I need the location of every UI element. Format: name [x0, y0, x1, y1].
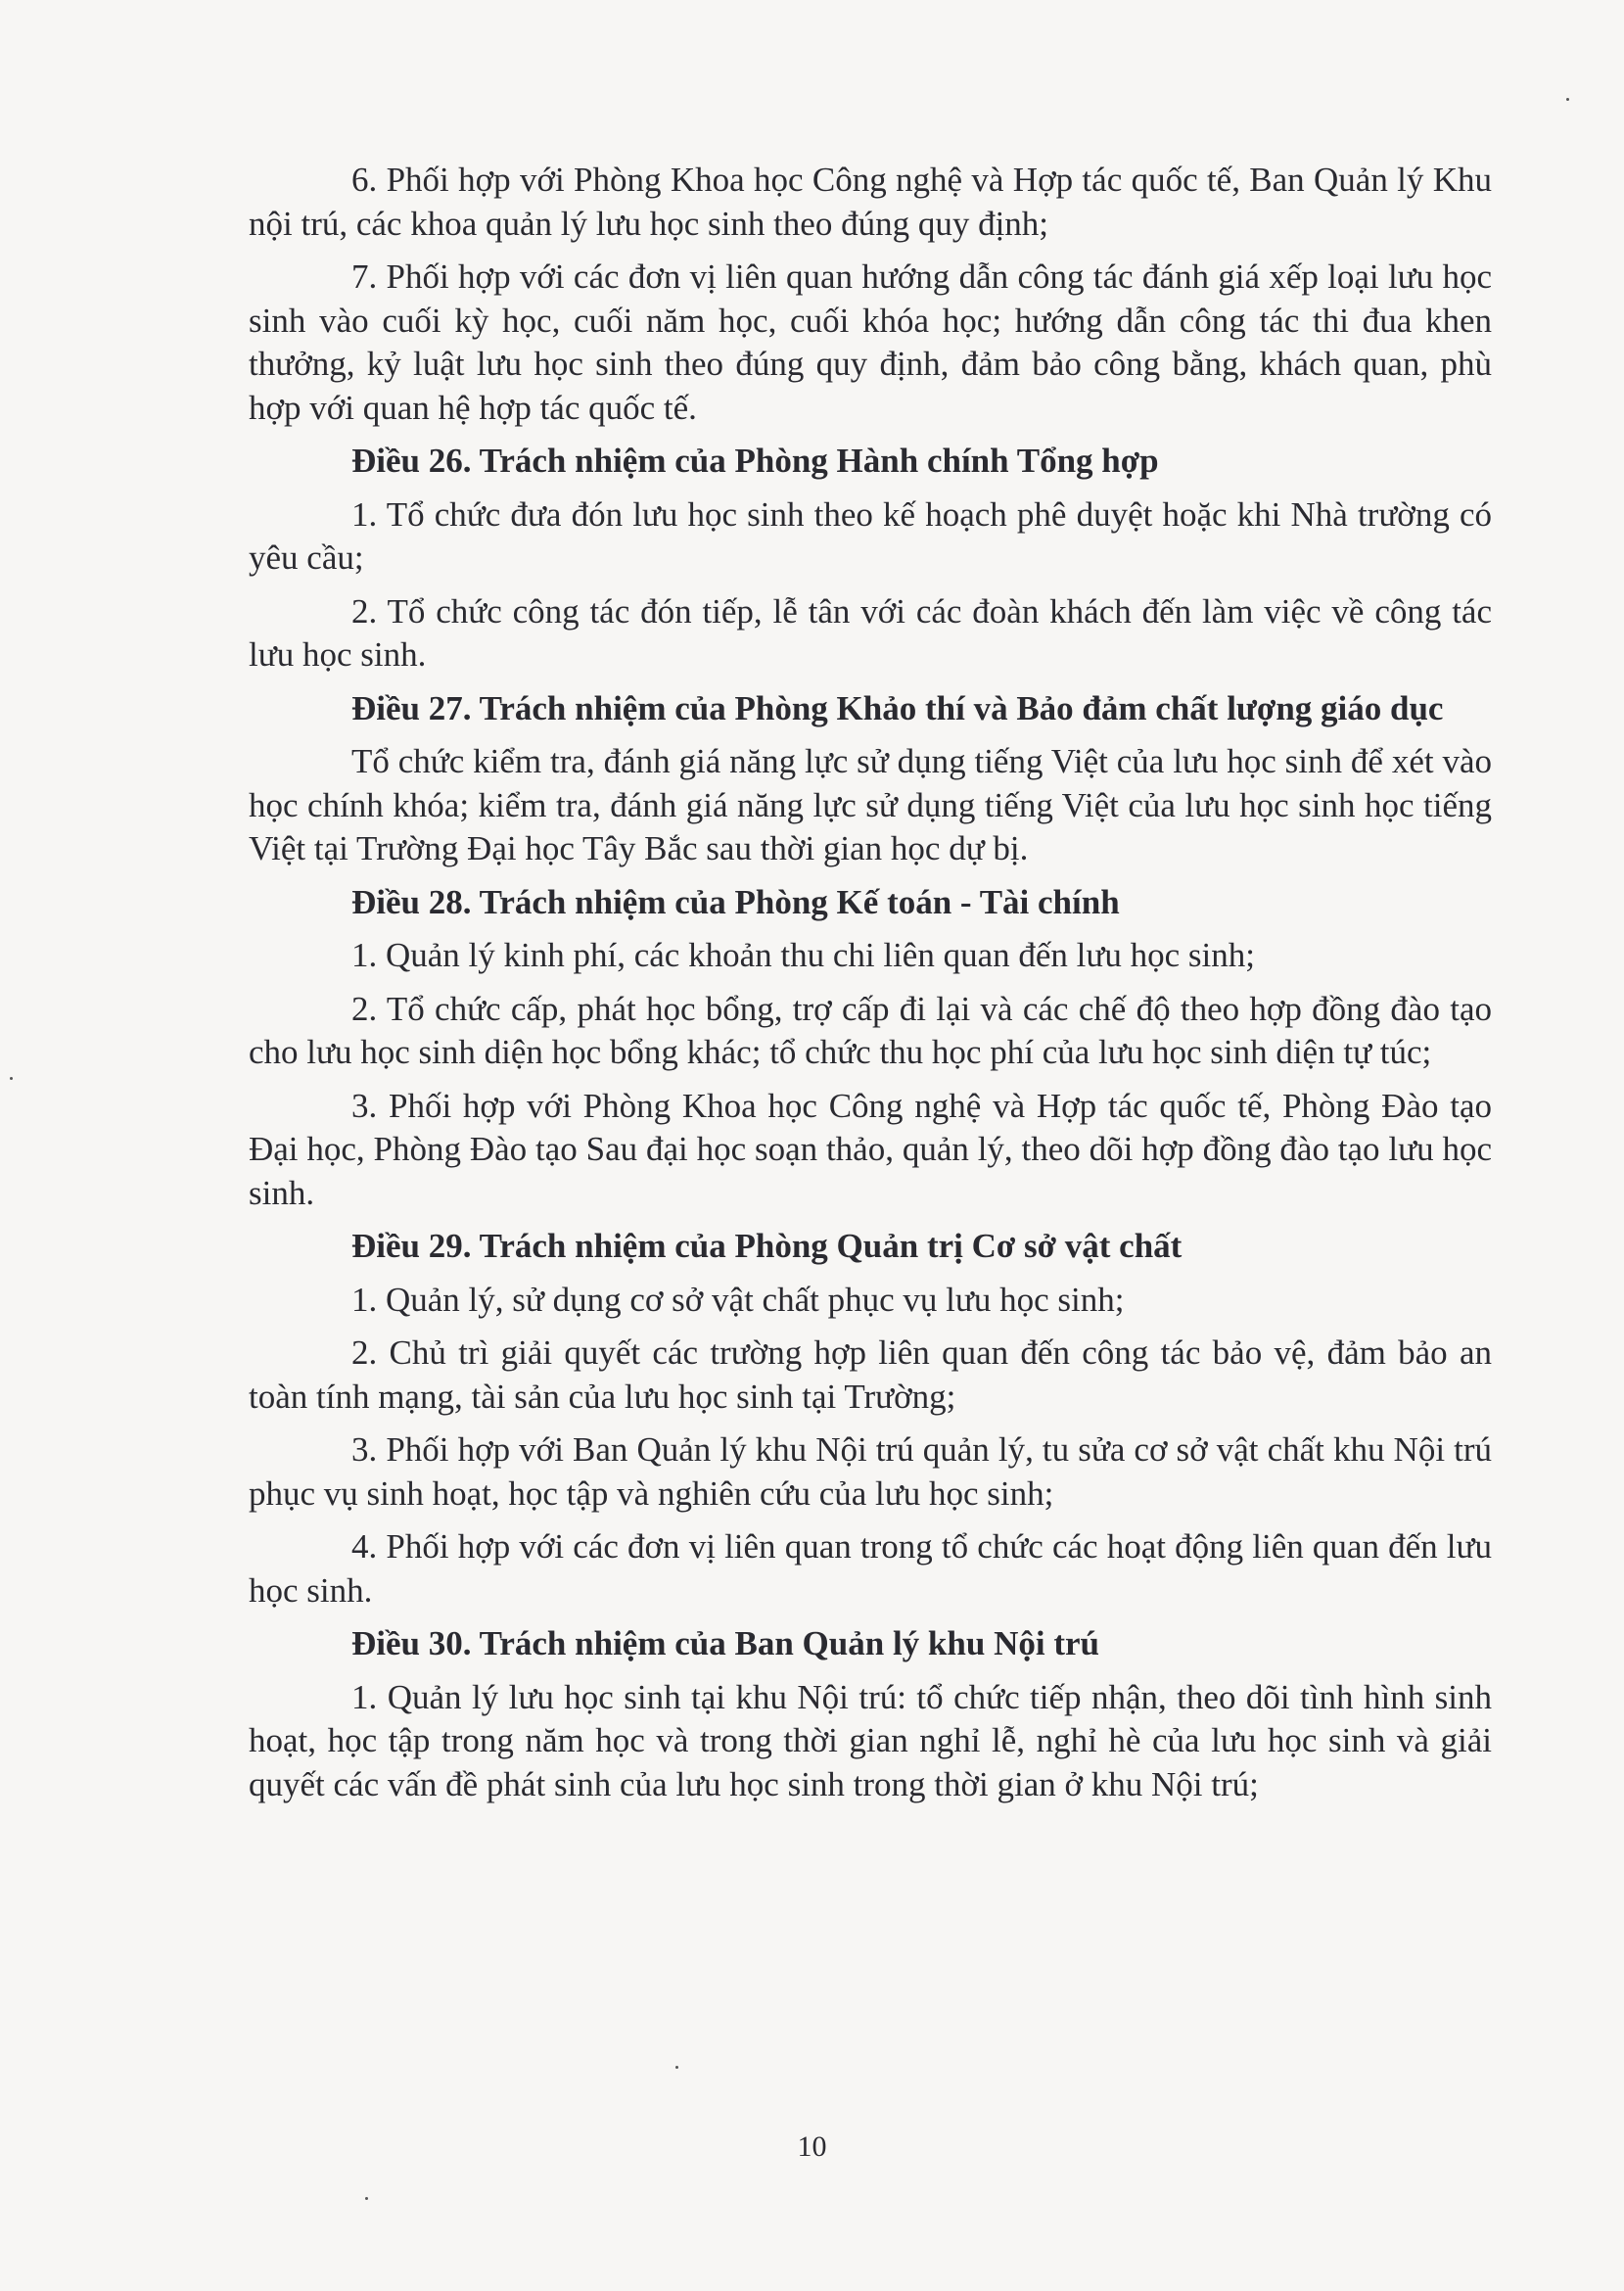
- article-26-item-2: 2. Tổ chức công tác đón tiếp, lễ tân với các đoàn khách đến làm việc về công tác lưu học sinh.: [249, 591, 1492, 674]
- article-29-item-3: 3. Phối hợp với Ban Quản lý khu Nội trú quản lý, tu sửa cơ sở vật chất khu Nội trú phục vụ sinh hoạt, học tập và nghiên cứu của lưu học sinh;: [249, 1430, 1492, 1513]
- article-29-heading: Điều 29. Trách nhiệm của Phòng Quản trị Cơ sở vật chất: [351, 1227, 1183, 1265]
- paragraph-6-coordination: 6. Phối hợp với Phòng Khoa học Công nghệ và Hợp tác quốc tế, Ban Quản lý Khu nội trú, các khoa quản lý lưu học sinh theo đúng quy định;: [249, 161, 1492, 243]
- scan-speck: [1566, 98, 1569, 101]
- article-27-body: Tổ chức kiểm tra, đánh giá năng lực sử dụng tiếng Việt của lưu học sinh để xét vào học chính khóa; kiểm tra, đánh giá năng lực sử dụng tiếng Việt của lưu học sinh học tiếng Việt tại Trường Đại học Tây Bắc sau thời gian học dự bị.: [249, 742, 1492, 867]
- scan-speck: [10, 1077, 13, 1080]
- article-29-item-2: 2. Chủ trì giải quyết các trường hợp liên quan đến công tác bảo vệ, đảm bảo an toàn tính mạng, tài sản của lưu học sinh tại Trường;: [249, 1333, 1492, 1416]
- article-28-item-3: 3. Phối hợp với Phòng Khoa học Công nghệ và Hợp tác quốc tế, Phòng Đào tạo Đại học, Phòng Đào tạo Sau đại học soạn thảo, quản lý, theo dõi hợp đồng đào tạo lưu học sinh.: [249, 1086, 1492, 1212]
- article-29-item-4: 4. Phối hợp với các đơn vị liên quan trong tổ chức các hoạt động liên quan đến lưu học sinh.: [249, 1527, 1492, 1610]
- document-page: [249, 159, 1492, 1816]
- article-26-item-1: 1. Tổ chức đưa đón lưu học sinh theo kế hoạch phê duyệt hoặc khi Nhà trường có yêu cầu;: [249, 494, 1492, 577]
- page-number: 10: [797, 2130, 827, 2163]
- article-27-heading: Điều 27. Trách nhiệm của Phòng Khảo thí và Bảo đảm chất lượng giáo dục: [351, 688, 1444, 727]
- article-28-item-2: 2. Tổ chức cấp, phát học bổng, trợ cấp đi lại và các chế độ theo hợp đồng đào tạo cho lưu học sinh diện học bổng khác; tổ chức thu học phí của lưu học sinh diện tự túc;: [249, 989, 1492, 1071]
- article-30-heading: Điều 30. Trách nhiệm của Ban Quản lý khu Nội trú: [351, 1624, 1099, 1662]
- paragraph-7-evaluation: 7. Phối hợp với các đơn vị liên quan hướng dẫn công tác đánh giá xếp loại lưu học sinh vào cuối kỳ học, cuối năm học, cuối khóa học; hướng dẫn công tác thi đua khen thưởng, kỷ luật lưu học sinh theo đúng quy định, đảm bảo công bằng, khách quan, phù hợp với quan hệ hợp tác quốc tế.: [249, 257, 1492, 427]
- article-30-item-1: 1. Quản lý lưu học sinh tại khu Nội trú: tổ chức tiếp nhận, theo dõi tình hình sinh hoạt, học tập trong năm học và trong thời gian nghỉ lễ, nghỉ hè của lưu học sinh và giải quyết các vấn đề phát sinh của lưu học sinh trong thời gian ở khu Nội trú;: [249, 1677, 1492, 1803]
- scan-speck: [365, 2197, 368, 2200]
- article-28-item-1: 1. Quản lý kinh phí, các khoản thu chi liên quan đến lưu học sinh;: [351, 936, 1255, 974]
- article-26-heading: Điều 26. Trách nhiệm của Phòng Hành chính Tổng hợp: [351, 442, 1159, 480]
- article-28-heading: Điều 28. Trách nhiệm của Phòng Kế toán - Tài chính: [351, 882, 1120, 921]
- scan-speck: [675, 2066, 678, 2069]
- article-29-item-1: 1. Quản lý, sử dụng cơ sở vật chất phục vụ lưu học sinh;: [351, 1280, 1125, 1319]
